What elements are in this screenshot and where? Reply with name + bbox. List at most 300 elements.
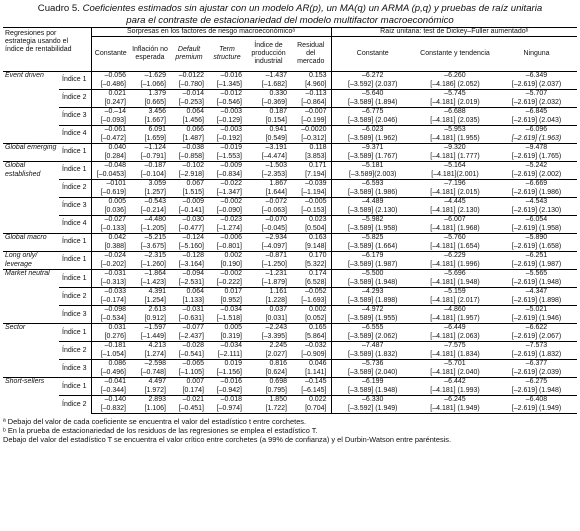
coefficient-cell: –0.871 [246, 252, 291, 261]
coefficient-cell: –6.449 [414, 324, 496, 333]
statistic-cell: [–2.619] (1.958) [511, 224, 562, 232]
table-row [3, 306, 577, 315]
group-header-unit-root: Raíz unitaria: test de Dickey–Fuller aumentadoᵇ [331, 28, 577, 37]
coefficient-cell: –0.–14 [91, 108, 130, 117]
statistic-cell: [–0.045] [261, 224, 287, 232]
coefficient-cell: –1.629 [130, 72, 170, 81]
coefficient-cell: 0.019 [208, 360, 246, 369]
coefficient-cell: 0.005 [91, 198, 130, 207]
strategy-label: Sector [3, 324, 59, 378]
table-row [3, 342, 577, 351]
coefficient-cell: –0.007 [291, 108, 331, 117]
coefficient-cell: 0.002 [291, 306, 331, 315]
coefficient-cell: –4.543 [496, 198, 577, 207]
coefficient-cell: –6.669 [496, 180, 577, 189]
statistic-cell: [0.154] [265, 116, 287, 124]
statistic-cell: [–2.619] (1.949) [496, 405, 577, 414]
statistic-cell: [–0.832] [91, 405, 130, 414]
statistic-cell: [–3.592] (1.949) [331, 405, 414, 414]
caption-title-line1: Coeficientes estimados sin ajustar con un modelo AR(p), un MA(q) un ARMA (p,q) y pruebas de raíz unitaria [82, 3, 543, 14]
coefficient-cell: 0.941 [246, 126, 291, 135]
coefficient-cell: –0.016 [208, 72, 246, 81]
coefficient-cell: –0.005 [291, 198, 331, 207]
statistic-cell: [–1.156] [216, 368, 242, 376]
statistic-cell: [–4.181] (2.063) [430, 332, 480, 340]
statistic-cell: [–0.214] [140, 206, 166, 214]
statistic-cell: [0.174] [182, 386, 204, 394]
index-label: Índice 4 [59, 216, 91, 234]
index-label: Índice 2 [59, 180, 91, 198]
statistic-cell: [–4.474] [261, 152, 287, 160]
statistic-cell: [–0.909] [301, 350, 327, 358]
statistic-cell: [–4.181] (2.015) [430, 188, 480, 196]
coefficient-cell: –7.487 [331, 342, 414, 351]
statistic-cell: [–0.174] [91, 297, 130, 306]
coefficient-cell: –0.113 [291, 90, 331, 99]
statistic-cell: [–2.619] (1.948) [511, 386, 562, 394]
coefficient-cell: –2.598 [130, 360, 170, 369]
coefficient-cell: 0.067 [170, 180, 208, 189]
coefficient-cell: –6.442 [414, 378, 496, 387]
coefficient-cell: –2.315 [130, 252, 170, 261]
coefficient-cell: 0.086 [91, 360, 130, 369]
statistic-cell: [–4.181] (1.993) [430, 386, 480, 394]
statistic-cell: [–3.589] (1.962) [331, 135, 414, 144]
statistic-cell: [–3.592] (2.037) [331, 81, 414, 90]
statistic-cell: [–3.589] (1.986) [331, 189, 414, 198]
coefficient-cell: –1.437 [246, 72, 291, 81]
statistic-cell: [–3.589] (1.664) [331, 243, 414, 252]
table-row [3, 378, 577, 387]
coefficient-cell: –5.953 [414, 126, 496, 135]
coefficient-cell: –5.242 [496, 162, 577, 171]
statistic-cell: [–0.063] [261, 206, 287, 214]
coefficient-cell: –6.054 [496, 216, 577, 225]
statistic-cell: [0.624] [265, 368, 287, 376]
coefficient-cell: –5.215 [130, 234, 170, 243]
statistic-cell: [5.864] [305, 332, 327, 340]
statistic-cell: [7.194] [305, 170, 327, 178]
statistic-cell: [3.853] [305, 152, 327, 160]
coefficient-cell: –0.0020 [291, 126, 331, 135]
coefficient-cell: –5.701 [414, 360, 496, 369]
statistic-cell: [–3.395] [261, 332, 287, 340]
coefficient-cell: –0.028 [170, 342, 208, 351]
coefficient-cell: –0.021 [170, 396, 208, 405]
coefficient-cell: –0.124 [170, 234, 208, 243]
statistic-cell: [–1.105] [178, 368, 204, 376]
statistic-cell: [–2.619] (1.765) [511, 152, 562, 160]
statistic-cell: [–1.693] [301, 296, 327, 304]
coefficient-cell: –0.030 [170, 216, 208, 225]
statistic-cell: [–0.974] [208, 405, 246, 414]
statistic-cell: [–1.347] [216, 188, 242, 196]
statistic-cell: [–2.619] (2.043) [511, 116, 562, 124]
statistic-cell: [–1.879] [261, 278, 287, 286]
coefficient-cell: –9.320 [414, 144, 496, 153]
statistic-cell: [–4.181] (1.957) [430, 314, 480, 322]
coefficient-cell: –0.033 [91, 288, 130, 297]
coefficient-cell: 4.213 [130, 342, 170, 351]
statistic-cell: [0.549] [265, 134, 287, 142]
statistic-cell: [–3.589] (1.898) [331, 297, 414, 306]
index-label: Índice 1 [59, 252, 91, 270]
coefficient-cell: 0.021 [91, 90, 130, 99]
coefficient-cell: –6.023 [331, 126, 414, 135]
statistic-cell: [–4.181] (1.968) [430, 224, 480, 232]
coefficient-cell: –0.061 [91, 126, 130, 135]
statistic-cell: [–2.619] (1.832) [511, 350, 562, 358]
coefficient-cell: –6.593 [331, 180, 414, 189]
coefficient-cell: –1.231 [246, 270, 291, 279]
coefficient-cell: –6.272 [331, 72, 414, 81]
statistic-cell: [–1.250] [261, 260, 287, 268]
column-header: Constante [91, 37, 130, 72]
statistic-cell: [1.257] [144, 188, 166, 196]
index-label: Índice 2 [59, 288, 91, 306]
coefficient-cell: 0.187 [246, 108, 291, 117]
table-row [3, 144, 577, 153]
coefficient-cell: –6.688 [414, 108, 496, 117]
coefficient-cell: –5.745 [414, 90, 496, 99]
statistic-cell: [0.952] [220, 296, 242, 304]
statistic-cell: [0.665] [144, 98, 166, 106]
coefficient-cell: 4.391 [130, 288, 170, 297]
statistic-cell: [–0.133] [91, 225, 130, 234]
statistic-cell: [–3.589] (1.832) [331, 351, 414, 360]
index-label: Índice 3 [59, 306, 91, 324]
coefficient-cell: 6.091 [130, 126, 170, 135]
coefficient-cell: –0.0122 [170, 72, 208, 81]
index-label: Índice 1 [59, 324, 91, 342]
coefficient-cell: –2.934 [246, 234, 291, 243]
statistic-cell: [0.912] [144, 314, 166, 322]
note-b: ᵇ En la prueba de estacionariedad de los residuos de las regresiones se emplea el estadístico T. [3, 426, 318, 436]
statistic-cell: [1.106] [130, 405, 170, 414]
coefficient-cell: –4.972 [331, 306, 414, 315]
coefficient-cell: –1.597 [130, 324, 170, 333]
coefficient-cell: –3.191 [246, 144, 291, 153]
strategy-label: Long only/ leverage [3, 252, 59, 270]
statistic-cell: [–4.181] (1.948) [430, 278, 480, 286]
coefficient-cell: –0.002 [208, 270, 246, 279]
coefficient-cell: 3.456 [130, 108, 170, 117]
statistic-cell: [–0.104] [140, 170, 166, 178]
column-header: Default premium [170, 37, 208, 72]
results-table [3, 27, 577, 414]
coefficient-cell: –0.031 [91, 270, 130, 279]
statistic-cell: [–3.589] (1.894) [331, 99, 414, 108]
coefficient-cell: –6.229 [414, 252, 496, 261]
table-row [3, 324, 577, 333]
coefficient-cell: –5.890 [496, 234, 577, 243]
coefficient-cell: –5.181 [331, 162, 414, 171]
coefficient-cell: –0.019 [208, 144, 246, 153]
coefficient-cell: 0.118 [291, 144, 331, 153]
statistic-cell: [9.148] [305, 242, 327, 250]
table-caption [3, 0, 577, 27]
statistic-cell: [–3.589] (1.767) [331, 153, 414, 162]
coefficient-cell: 0.031 [91, 324, 130, 333]
coefficient-cell: 0.040 [91, 144, 130, 153]
statistic-cell: [1.515] [182, 188, 204, 196]
statistic-cell: [–4.181] (1.654) [430, 242, 480, 250]
statistic-cell: [–0.093] [91, 117, 130, 126]
index-label: Índice 4 [59, 126, 91, 144]
statistic-cell: [–0.0453] [91, 171, 130, 180]
statistic-cell: [–1.066] [140, 80, 166, 88]
statistic-cell: [1.274] [144, 350, 166, 358]
strategy-label: Global macro [3, 234, 59, 252]
strategy-label: Global emerging [3, 144, 59, 162]
coefficient-cell: –0.031 [170, 306, 208, 315]
coefficient-cell: –7.573 [496, 342, 577, 351]
statistic-cell: [–0.202] [91, 261, 130, 270]
statistic-cell: [0.284] [91, 153, 130, 162]
statistic-cell: [–0.451] [170, 405, 208, 414]
coefficient-cell: –0.072 [246, 198, 291, 207]
statistic-cell: [–3.675] [140, 242, 166, 250]
coefficient-cell: –6.377 [496, 360, 577, 369]
coefficient-cell: –5.707 [496, 90, 577, 99]
strategy-label: Market neutral [3, 270, 59, 324]
statistic-cell: [–2.531] [178, 278, 204, 286]
coefficient-cell: 0.174 [291, 270, 331, 279]
coefficient-cell: –0.024 [91, 252, 130, 261]
coefficient-cell: –5.500 [331, 270, 414, 279]
caption-label: Cuadro 5. [37, 3, 80, 14]
table-row [3, 234, 577, 243]
statistic-cell: [0.388] [91, 243, 130, 252]
coefficient-cell: 1.850 [246, 396, 291, 405]
statistic-cell: [–0.496] [91, 369, 130, 378]
coefficient-cell: 0.005 [208, 324, 246, 333]
statistic-cell: [–4.181] (2.040) [430, 368, 480, 376]
statistic-cell: [–3.589] (1.955) [331, 315, 414, 324]
coefficient-cell: –5.640 [331, 90, 414, 99]
coefficient-cell: –1.864 [130, 270, 170, 279]
statistic-cell: [–0.253] [178, 98, 204, 106]
statistic-cell: [–4.181] (1.949) [414, 405, 496, 414]
statistic-cell: [1.722] [246, 405, 291, 414]
statistic-cell: [–1.054] [91, 351, 130, 360]
caption-title-line2: para el contraste de estacionariedad del modelo multifactor macroeconómico [126, 14, 454, 26]
statistic-cell: [1.456] [182, 116, 204, 124]
coefficient-cell: 0.037 [246, 306, 291, 315]
statistic-cell: [–2.619] (2.002) [511, 170, 562, 178]
coefficient-cell: 0.017 [208, 288, 246, 297]
coefficient-cell: –5.565 [496, 270, 577, 279]
coefficient-cell: 0.153 [291, 72, 331, 81]
coefficient-cell: 1.867 [246, 180, 291, 189]
index-label: Índice 2 [59, 342, 91, 360]
statistic-cell: [–1.682] [261, 80, 287, 88]
statistic-cell: [–1.194] [301, 188, 327, 196]
coefficient-cell: –5.696 [414, 270, 496, 279]
coefficient-cell: 1.379 [130, 90, 170, 99]
statistic-cell: [–4.097] [261, 242, 287, 250]
statistic-cell: [0.504] [305, 224, 327, 232]
coefficient-cell: –4.347 [496, 288, 577, 297]
coefficient-cell: –0.012 [208, 90, 246, 99]
statistic-cell: [–3.589] (1.987) [331, 261, 414, 270]
coefficient-cell: 0.170 [291, 252, 331, 261]
coefficient-cell: –0.018 [208, 396, 246, 405]
coefficient-cell: 1.161 [246, 288, 291, 297]
statistic-cell: [–4.181] (2.017) [430, 296, 480, 304]
statistic-cell: [–1.274] [216, 224, 242, 232]
table-row [3, 180, 577, 189]
statistic-cell: [–0.477] [178, 224, 204, 232]
coefficient-cell: –2.243 [246, 324, 291, 333]
statistic-cell: [–2.918] [178, 170, 204, 178]
coefficient-cell: –1.124 [130, 144, 170, 153]
statistic-cell: [–2.619] (1.658) [511, 242, 562, 250]
statistic-cell: [–3.589] (1.948) [331, 279, 414, 288]
coefficient-cell: 2.893 [130, 396, 170, 405]
coefficient-cell: –0.041 [91, 378, 130, 387]
statistic-cell: [0.036] [91, 207, 130, 216]
statistic-cell: [–3.589] (1.958) [331, 225, 414, 234]
statistic-cell: [–1.449] [140, 332, 166, 340]
coefficient-cell: –4.489 [331, 198, 414, 207]
statistic-cell: [–0.344] [91, 387, 130, 396]
statistic-cell: [–4.181] (1.955) [430, 134, 480, 142]
statistic-cell: [1.972] [144, 386, 166, 394]
coefficient-cell: –6.622 [496, 324, 577, 333]
statistic-cell: [–0.129] [216, 116, 242, 124]
column-header: Ninguna [496, 37, 577, 72]
statistic-cell: [–0.369] [261, 98, 287, 106]
statistic-cell: [–1.518] [216, 314, 242, 322]
coefficient-cell: –0.003 [208, 108, 246, 117]
coefficient-cell: 3.059 [130, 180, 170, 189]
coefficient-cell: 0.002 [208, 252, 246, 261]
coefficient-cell: –0.022 [208, 180, 246, 189]
statistic-cell: [–0.619] [91, 189, 130, 198]
index-label: Índice 2 [59, 396, 91, 414]
coefficient-cell: –6.199 [331, 378, 414, 387]
coefficient-cell: 0.022 [291, 396, 331, 405]
coefficient-cell: –0.006 [208, 234, 246, 243]
coefficient-cell: –0.543 [130, 198, 170, 207]
statistic-cell: [0.247] [91, 99, 130, 108]
coefficient-cell: 0.046 [291, 360, 331, 369]
statistic-cell: [–2.619] (1.963) [511, 134, 562, 142]
statistic-cell: [–2.619] (1.948) [511, 278, 562, 286]
statistic-cell: [–0.780] [178, 80, 204, 88]
statistic-cell: [–2.619] (2.130) [511, 206, 562, 214]
statistic-cell: [–3.589] (2.040) [331, 369, 414, 378]
statistic-cell: [–4.181] (2.035) [430, 116, 480, 124]
coefficient-cell: –7.575 [414, 342, 496, 351]
table-row [3, 252, 577, 261]
statistic-cell: [1.254] [144, 296, 166, 304]
statistic-cell: [1.667] [144, 116, 166, 124]
note-c: Debajo del valor del estadístico T se encuentra el valor crítico entre corchetes (a 99% de confianza) y el Durbin-Watson entre paréntesis. [3, 435, 452, 445]
coefficient-cell: –0.098 [91, 306, 130, 315]
statistic-cell: [–1.260] [140, 260, 166, 268]
coefficient-cell: –0.140 [91, 396, 130, 405]
statistic-cell: [–3.164] [178, 260, 204, 268]
statistic-cell: [–2.437] [178, 332, 204, 340]
coefficient-cell: –0.039 [291, 180, 331, 189]
coefficient-cell: –0.094 [170, 270, 208, 279]
statistic-cell: [–2.619] (2.037) [511, 80, 562, 88]
statistic-cell: [–2.111] [217, 350, 242, 358]
statistic-cell: [–0.199] [301, 116, 327, 124]
coefficient-cell: –5.164 [414, 162, 496, 171]
statistic-cell: [–4.181] (1.834) [430, 350, 480, 358]
statistic-cell: [4.960] [305, 80, 327, 88]
coefficient-cell: –6.260 [414, 72, 496, 81]
table-row [3, 198, 577, 207]
statistic-cell: [0.276] [91, 333, 130, 342]
column-header: Constante y tendencia [414, 37, 496, 72]
coefficient-cell: –0.016 [208, 378, 246, 387]
statistic-cell: [–0.801] [216, 242, 242, 250]
strategy-label: Global established [3, 162, 59, 234]
coefficient-cell: –6.408 [496, 396, 577, 405]
coefficient-cell: –0.034 [208, 306, 246, 315]
index-label: Índice 1 [59, 72, 91, 90]
statistic-cell: [–3.589] (2.062) [331, 333, 414, 342]
statistic-cell: [6.528] [305, 278, 327, 286]
coefficient-cell: –6.096 [496, 126, 577, 135]
statistic-cell: [–4.181] (1.996) [430, 260, 480, 268]
statistic-cell: [–0.153] [301, 206, 327, 214]
coefficient-cell: 0.064 [170, 108, 208, 117]
statistic-cell: [0.031] [265, 314, 287, 322]
coefficient-cell: –0.014 [170, 90, 208, 99]
table-row [3, 108, 577, 117]
statistic-cell: [1.228] [265, 296, 287, 304]
statistic-cell: [–2.619] (1.946) [511, 314, 562, 322]
statistic-cell: [–6.145] [301, 386, 327, 394]
coefficient-cell: –6.251 [496, 252, 577, 261]
table-figure [3, 0, 577, 444]
statistic-cell: [–0.472] [91, 135, 130, 144]
statistic-cell: [0.190] [220, 260, 242, 268]
coefficient-cell: –0.070 [246, 216, 291, 225]
statistic-cell: [–1.345] [216, 80, 242, 88]
strategy-label: Short-sellers [3, 378, 59, 414]
index-label: Índice 3 [59, 108, 91, 126]
column-header: Term structure [208, 37, 246, 72]
coefficient-cell: –6.845 [496, 108, 577, 117]
column-header: Inflación no esperada [130, 37, 170, 72]
statistic-cell: [1.644] [265, 188, 287, 196]
statistic-cell: [–0.541] [178, 350, 204, 358]
statistic-cell: [–2.619] (1.986) [511, 188, 562, 196]
statistic-cell: [–3.589] (1.948) [331, 387, 414, 396]
statistic-cell: [–0.791] [140, 152, 166, 160]
coefficient-cell: 4.497 [130, 378, 170, 387]
coefficient-cell: 2.613 [130, 306, 170, 315]
coefficient-cell: –0.003 [208, 126, 246, 135]
statistic-cell: [0.319] [220, 332, 242, 340]
statistic-cell: [–1.423] [140, 278, 166, 286]
coefficient-cell: –0.052 [291, 288, 331, 297]
column-header: Índice de producción industrial [246, 37, 291, 72]
note-a: ª Debajo del valor de cada coeficiente se encuentra el valor del estadístico t entre corchetes. [3, 417, 307, 427]
coefficient-cell: –0.065 [170, 360, 208, 369]
statistic-cell: [–0.834] [216, 170, 242, 178]
table-row [3, 126, 577, 135]
coefficient-cell: –0.048 [91, 162, 130, 171]
statistic-cell: [–2.619] (1.898) [511, 296, 562, 304]
statistic-cell: [–5.160] [178, 242, 204, 250]
